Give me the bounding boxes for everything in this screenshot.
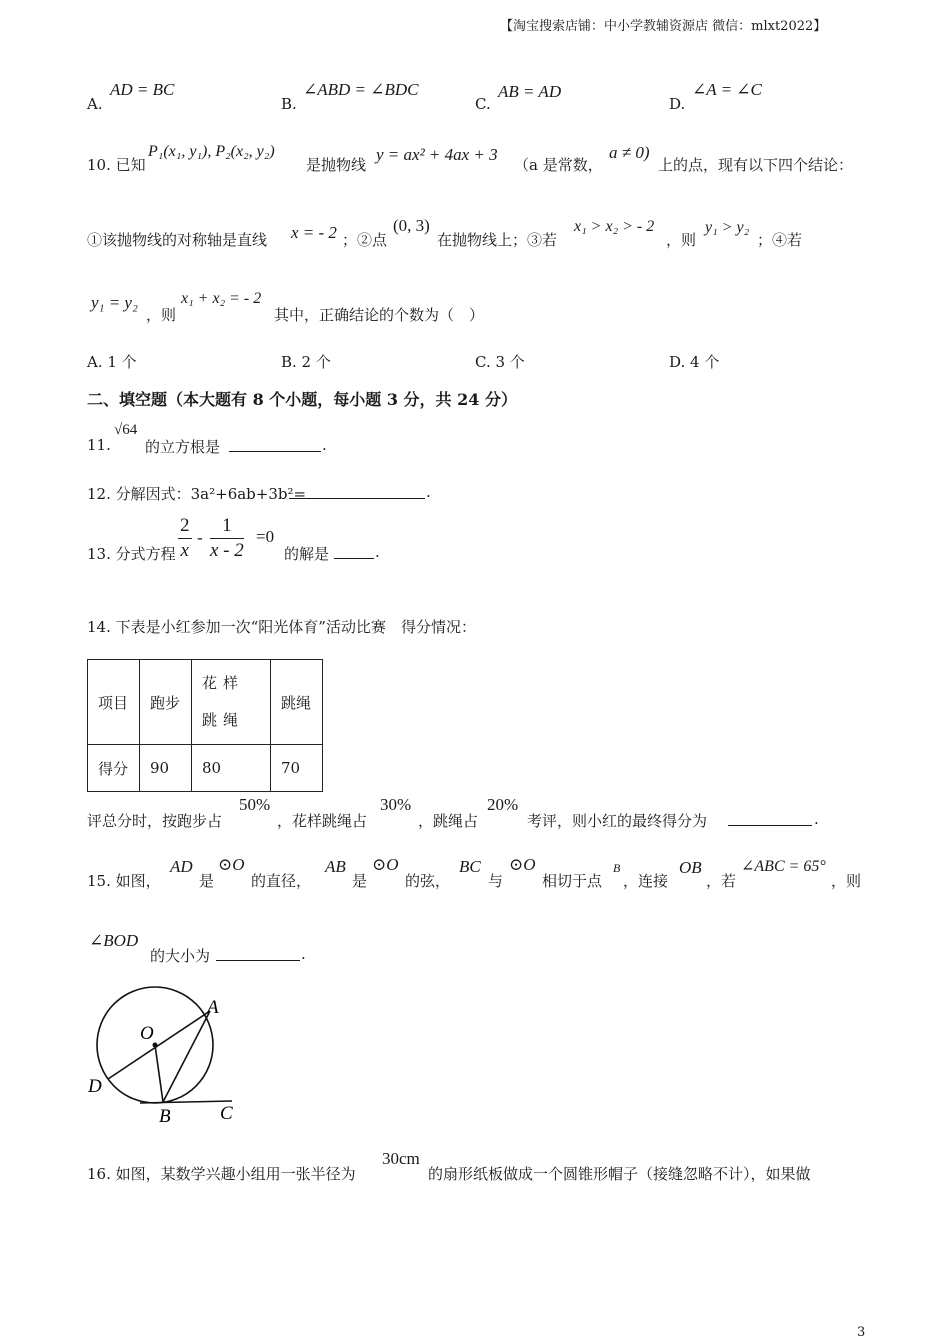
table-cell: 70 (271, 745, 323, 792)
q12-text: 12. 分解因式：3a²+6ab+3b²= (87, 485, 307, 503)
table-row (88, 745, 323, 792)
q14-t1: 评总分时，按跑步占 (87, 812, 223, 830)
q10-l3-m1: y₁ = y₂ (91, 293, 138, 312)
q9-option-c-expr: AB = AD (498, 82, 562, 101)
q13-num2: 1 (210, 514, 244, 539)
q13-den1: x (180, 540, 189, 561)
q14-p3: 20% (487, 795, 519, 814)
q10-text2: （a 是常数， (514, 156, 603, 174)
label-b: B (159, 1106, 171, 1127)
q11-text: 的立方根是 (145, 438, 221, 456)
q9-option-a-letter: A. (87, 95, 103, 113)
q16-m1: 30cm (382, 1149, 420, 1168)
page-header: 【淘宝搜索店铺：中小学教辅资源店 微信：mlxt2022】 (500, 19, 827, 34)
q16-t2: 的扇形纸板做成一个圆锥形帽子（接缝忽略不计），如果做 (428, 1165, 811, 1183)
q10-points: P₁(x₁, y₁), P₂(x₂, y₂) (148, 143, 275, 160)
q15-m4: ⊙O (372, 855, 399, 874)
q15-m10: ∠BOD (89, 931, 139, 950)
q10-l3-t1: ，则 (146, 306, 177, 324)
q10-option-d: D. 4 个 (669, 353, 720, 371)
q14-intro: 14. 下表是小红参加一次“阳光体育”活动比赛 得分情况： (87, 618, 476, 636)
q14-t3: ，跳绳占 (418, 812, 479, 830)
q9-option-d-letter: D. (669, 95, 686, 113)
q15-m5: BC (459, 857, 481, 876)
table-cell: 项目 (88, 660, 140, 745)
q10-l2-m1: x = - 2 (291, 223, 337, 242)
q15-m7: B (613, 861, 621, 875)
q10-option-c: C. 3 个 (475, 353, 525, 371)
radius-ob (155, 1045, 163, 1102)
q15-m1: AD (170, 857, 193, 876)
q10-l2-m3: x₁ > x₂ > - 2 (574, 218, 655, 235)
q15-m3: AB (325, 857, 346, 876)
q13-answer-blank[interactable] (334, 544, 374, 559)
q15-m9: ∠ABC = 65° (741, 858, 826, 875)
q15-t4: 的弦， (405, 872, 451, 890)
q15-m6: ⊙O (509, 855, 536, 874)
table-cell: 80 (192, 745, 271, 792)
q11-radical: √64 (114, 422, 138, 438)
q10-l2-t3: 在抛物线上；③若 (437, 231, 558, 249)
q15-answer-blank[interactable] (216, 946, 300, 961)
q15-t6: 相切于点 (542, 872, 603, 890)
q10-parabola: y = ax² + 4ax + 3 (376, 145, 498, 164)
q15-m8: OB (679, 858, 702, 877)
q9-option-b-letter: B. (281, 95, 297, 113)
q13-prefix: 13. 分式方程 (87, 545, 176, 563)
q9-option-d-expr: ∠A = ∠C (692, 80, 762, 99)
q9-option-b-expr: ∠ABD = ∠BDC (303, 80, 419, 99)
q10-l2-t1: ①该抛物线的对称轴是直线 (87, 231, 268, 249)
q14-t4: 考评，则小红的最终得分为 (527, 812, 708, 830)
section-2-title: 二、填空题（本大题有 8 个小题，每小题 3 分，共 24 分） (87, 390, 517, 409)
table-cell: 得分 (88, 745, 140, 792)
q11-answer-blank[interactable] (229, 437, 321, 452)
q10-option-a: A. 1 个 (87, 353, 137, 371)
q10-l3-m2: x₁ + x₂ = - 2 (181, 290, 262, 307)
q14-p2: 30% (380, 795, 412, 814)
q13-fraction-1 (178, 514, 192, 563)
page-number: 3 (857, 1325, 866, 1340)
q9-option-a-expr: AD = BC (110, 80, 175, 99)
q15-t3: 是 (352, 872, 368, 890)
q13-minus: - (197, 528, 203, 547)
q15-m2: ⊙O (218, 855, 245, 874)
q15-end: . (301, 945, 306, 963)
q13-eq: =0 (256, 527, 275, 546)
table-cell: 90 (140, 745, 192, 792)
q14-score-table (87, 659, 323, 792)
tangent-bc (140, 1101, 232, 1103)
q11-num: 11. (87, 436, 111, 454)
label-c: C (220, 1103, 233, 1124)
q15-t1: 是 (199, 872, 215, 890)
q10-text1: 是抛物线 (306, 156, 367, 174)
q13-suffix: 的解是 (284, 545, 330, 563)
q13-end: . (375, 543, 380, 561)
q10-l3-t2: 其中，正确结论的个数为（ ） (274, 306, 485, 324)
q16-t1: 16. 如图，某数学兴趣小组用一张半径为 (87, 1165, 356, 1183)
q13-num1: 2 (178, 514, 192, 539)
label-d: D (88, 1076, 102, 1097)
q11-end: . (322, 436, 327, 454)
label-a: A (207, 997, 219, 1018)
q10-l2-t4: ，则 (666, 231, 697, 249)
label-o: O (140, 1023, 154, 1044)
q10-cond: a ≠ 0) (609, 143, 650, 162)
q12-end: . (426, 483, 431, 501)
q15-circle-figure (80, 985, 250, 1130)
q14-t2: ，花样跳绳占 (277, 812, 368, 830)
q10-option-b: B. 2 个 (281, 353, 331, 371)
q13-den2: x - 2 (210, 540, 244, 561)
table-row (88, 660, 323, 745)
table-cell: 跳绳 (271, 660, 323, 745)
q13-fraction-2 (210, 514, 244, 563)
q15-num: 15. 如图， (87, 872, 161, 890)
chord-ab (163, 1011, 210, 1102)
q10-l2-t5: ；④若 (757, 231, 803, 249)
q15-t10: 的大小为 (150, 947, 211, 965)
q15-t8: ，若 (706, 872, 737, 890)
q15-t9: ，则 (831, 872, 862, 890)
q10-text3: 上的点，现有以下四个结论： (658, 156, 854, 174)
q14-p1: 50% (239, 795, 271, 814)
q10-l2-m4: y₁ > y₂ (705, 219, 750, 236)
q10-l2-m2: (0, 3) (393, 216, 430, 235)
q9-option-c-letter: C. (475, 95, 491, 113)
q15-t7: ，连接 (623, 872, 669, 890)
q14-end: . (814, 810, 819, 828)
q15-t2: 的直径， (251, 872, 312, 890)
table-cell: 花样跳绳 (192, 660, 271, 745)
q15-t5: 与 (488, 872, 504, 890)
q12-answer-blank[interactable] (289, 484, 425, 499)
q10-l2-t2: ；②点 (342, 231, 388, 249)
q14-answer-blank[interactable] (728, 811, 812, 826)
q10-prefix: 10. 已知 (87, 156, 146, 174)
table-cell: 跑步 (140, 660, 192, 745)
